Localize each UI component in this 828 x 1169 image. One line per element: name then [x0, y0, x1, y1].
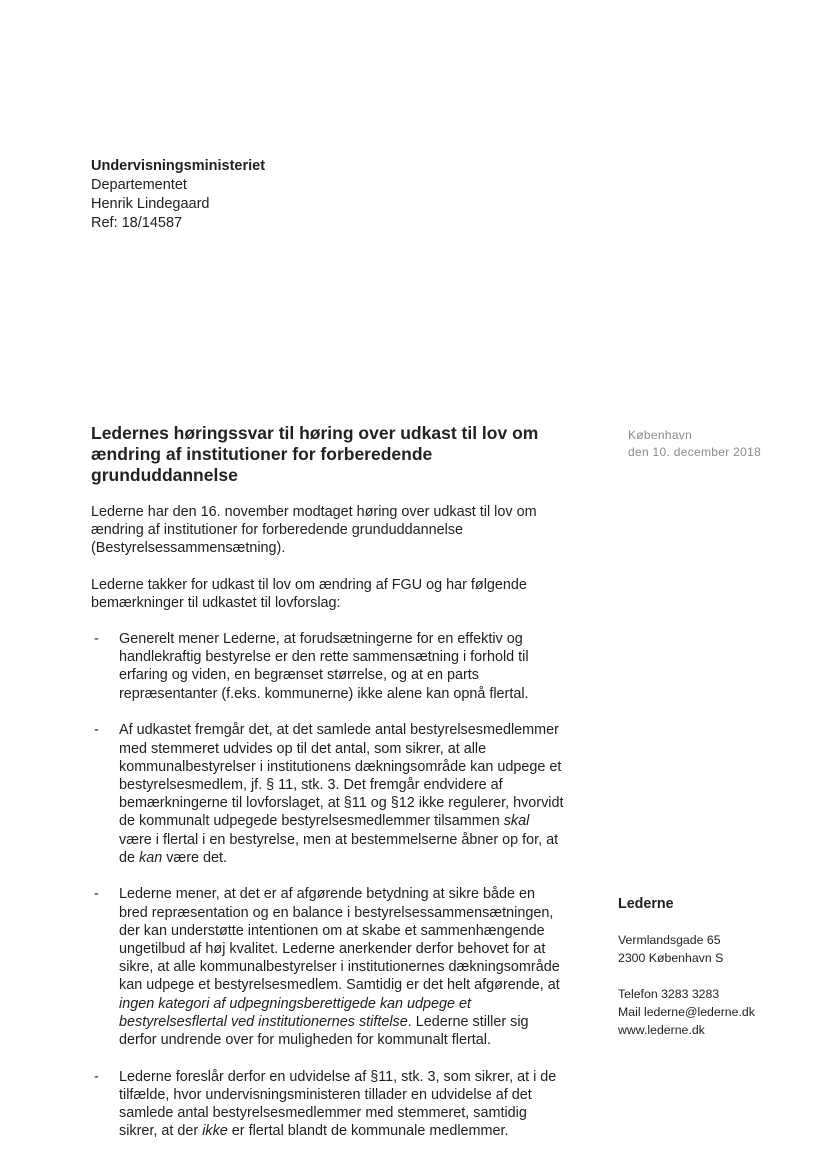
bullet-dash: - [94, 631, 99, 648]
list-item-text: være det. [162, 849, 228, 866]
list-item-text: være i flertal i en bestyrelse, men at bestemmelserne åbner op for, at de [119, 831, 559, 866]
list-item [91, 1068, 566, 1141]
sender-mail: Mail lederne@lederne.dk [618, 1005, 755, 1019]
list-item-text: er flertal blandt de kommunale medlemmer. [227, 1123, 509, 1140]
sender-street: Vermlandsgade 65 [618, 933, 721, 947]
emphasis: ikke [202, 1123, 228, 1140]
sender-contact [618, 985, 755, 1039]
sender-phone: Telefon 3283 3283 [618, 987, 720, 1001]
list-item [91, 885, 566, 1049]
list-item-text: . Lederne stiller sig derfor undrende over for muligheden for kommunalt flertal. [119, 1013, 529, 1049]
bullet-dash: - [94, 1068, 99, 1085]
recipient-address [91, 157, 265, 233]
sender-web: www.lederne.dk [618, 1023, 705, 1037]
recipient-person: Henrik Lindegaard [91, 196, 210, 212]
list-item-text: Lederne mener, at det er af afgørende betydning at sikre både en bred repræsentation og en balance i bestyrelsessammensætningen, der kan understøtte intentionen om at skabe et sammenhængende ungetilbud af høj kvalitet. Lederne anerkender derfor behovet for at sikre, at alle kommunalbestyrelser i institutionernes dækningsområde kan udpege et bestyrelsesmedlem. Samtidig er det helt afgørende, at [119, 886, 560, 994]
document-body [91, 503, 566, 1159]
remarks-intro-paragraph: Lederne takker for udkast til lov om ændring af FGU og har følgende bemærkninger til udkastet til lovforslag: [91, 576, 527, 611]
sender-postal: 2300 København S [618, 951, 724, 965]
place-and-date [628, 427, 761, 461]
bullet-dash: - [94, 722, 99, 739]
document-title: Ledernes høringssvar til høring over udkast til lov om ændring af institutioner for forberedende grunduddannelse [91, 423, 539, 485]
emphasis: kan [139, 849, 163, 866]
list-item [91, 630, 566, 703]
sender-info [618, 895, 755, 1057]
sender-address [618, 931, 755, 967]
emphasis: ingen kategori af udpegningsberettigede kan udpege et bestyrelsesflertal ved institutionernes stiftelse [119, 995, 472, 1030]
reference-number: Ref: 18/14587 [91, 215, 183, 231]
bullet-dash: - [94, 886, 99, 903]
list-item [91, 721, 566, 867]
list-item-text: Lederne foreslår derfor en udvidelse af §11, stk. 3, som sikrer, at i de tilfælde, hvor undervisningsministeren tillader en udvidelse af det samlede antal bestyrelsesmedlemmer med stemmeret, samtidig sikrer, at der [119, 1068, 557, 1140]
city: København [628, 428, 693, 442]
emphasis: skal [503, 813, 530, 830]
recipient-department: Departementet [91, 177, 187, 193]
list-item-text: Af udkastet fremgår det, at det samlede antal bestyrelsesmedlemmer med stemmeret udvides op til det antal, som sikrer, at alle kommunalbestyrelser i institutionens dækningsområde kan udpege et bestyrelsesmedlem, jf. § 11, stk. 3. Det fremgår endvidere af bemærkningerne til lovforslaget, at §11 og §12 ikke regulerer, hvorvidt de kommunalt udpegede bestyrelsesmedlemmer tilsammen [119, 722, 564, 830]
intro-paragraph: Lederne har den 16. november modtaget høring over udkast til lov om ændring af institutioner for forberedende grunduddannelse (Bestyrelsessammensætning). [91, 504, 537, 557]
date: den 10. december 2018 [628, 445, 762, 459]
recipient-org: Undervisningsministeriet [91, 158, 266, 174]
sender-name: Lederne [618, 896, 674, 912]
list-item-text: Generelt mener Lederne, at forudsætningerne for en effektiv og handlekraftig bestyrelse er den rette sammensætning i forhold til erfaring og viden, en begrænset størrelse, og at en parts repræsentanter (f.eks. kommunerne) ikke alene kan opnå flertal. [119, 631, 529, 702]
remarks-list [91, 630, 566, 1141]
